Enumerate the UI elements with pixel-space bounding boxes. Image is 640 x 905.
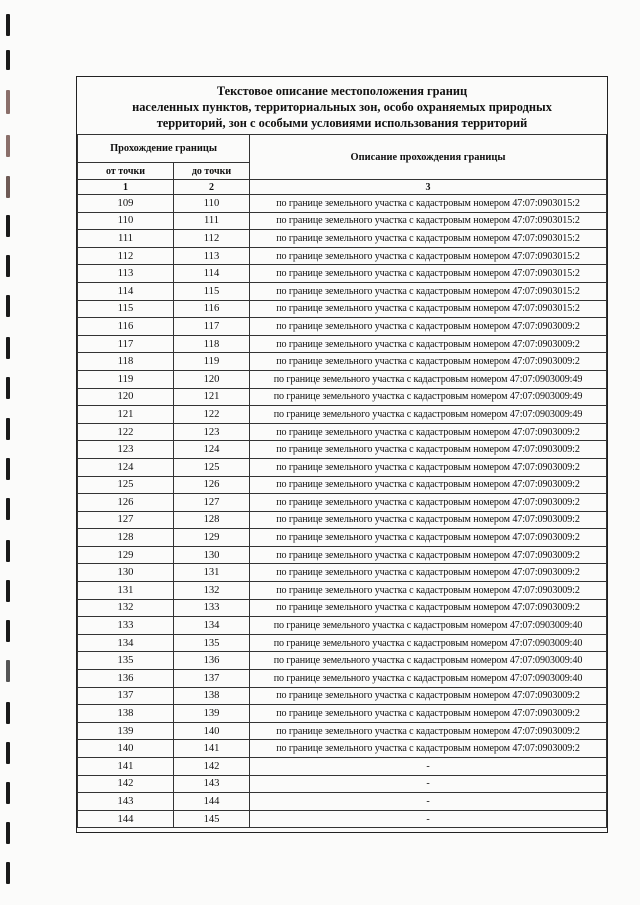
description-cell: по границе земельного участка с кадастровым номером 47:07:0903015:2 [250, 195, 607, 213]
table-row [78, 388, 607, 406]
description-cell: по границе земельного участка с кадастровым номером 47:07:0903015:2 [250, 230, 607, 248]
title-line: Текстовое описание местоположения границ [216, 84, 468, 98]
binder-mark [6, 540, 10, 562]
description-cell: по границе земельного участка с кадастровым номером 47:07:0903009:40 [250, 617, 607, 635]
table-row [78, 582, 607, 600]
to-point-cell: 114 [174, 265, 250, 283]
table-row [78, 282, 607, 300]
from-point-cell: 120 [78, 388, 174, 406]
to-point-cell: 143 [174, 775, 250, 793]
from-point-cell: 114 [78, 282, 174, 300]
description-cell: по границе земельного участка с кадастровым номером 47:07:0903009:2 [250, 582, 607, 600]
binder-mark [6, 620, 10, 642]
to-point-cell: 131 [174, 564, 250, 582]
binder-mark [6, 215, 10, 237]
to-point-cell: 142 [174, 758, 250, 776]
table-header [78, 135, 607, 195]
table-row [78, 634, 607, 652]
description-cell: по границе земельного участка с кадастровым номером 47:07:0903015:2 [250, 247, 607, 265]
table-row [78, 599, 607, 617]
table-row [78, 441, 607, 459]
table-row [78, 265, 607, 283]
to-point-cell: 138 [174, 687, 250, 705]
from-point-cell: 128 [78, 529, 174, 547]
description-cell: по границе земельного участка с кадастровым номером 47:07:0903009:40 [250, 670, 607, 688]
from-point-cell: 111 [78, 230, 174, 248]
table-row [78, 670, 607, 688]
from-point-cell: 135 [78, 652, 174, 670]
binder-mark [6, 176, 10, 198]
binder-mark [6, 295, 10, 317]
table-row [78, 230, 607, 248]
description-cell: по границе земельного участка с кадастровым номером 47:07:0903009:2 [250, 494, 607, 512]
to-point-cell: 124 [174, 441, 250, 459]
description-cell: по границе земельного участка с кадастровым номером 47:07:0903009:2 [250, 722, 607, 740]
to-point-cell: 141 [174, 740, 250, 758]
table-row [78, 705, 607, 723]
description-cell: - [250, 810, 607, 828]
description-cell: по границе земельного участка с кадастровым номером 47:07:0903009:2 [250, 511, 607, 529]
description-cell: по границе земельного участка с кадастровым номером 47:07:0903015:2 [250, 212, 607, 230]
to-point-cell: 118 [174, 335, 250, 353]
to-point-cell: 132 [174, 582, 250, 600]
column-number: 1 [78, 180, 174, 195]
from-point-cell: 136 [78, 670, 174, 688]
table-row [78, 494, 607, 512]
from-point-cell: 134 [78, 634, 174, 652]
description-cell: по границе земельного участка с кадастровым номером 47:07:0903009:2 [250, 705, 607, 723]
description-cell: по границе земельного участка с кадастровым номером 47:07:0903009:2 [250, 564, 607, 582]
binder-mark [6, 822, 10, 844]
to-point-cell: 116 [174, 300, 250, 318]
binder-mark [6, 458, 10, 480]
from-point-cell: 119 [78, 370, 174, 388]
from-point-cell: 133 [78, 617, 174, 635]
to-point-cell: 130 [174, 546, 250, 564]
from-point-cell: 113 [78, 265, 174, 283]
to-point-cell: 119 [174, 353, 250, 371]
to-point-cell: 120 [174, 370, 250, 388]
from-point-cell: 123 [78, 441, 174, 459]
table-row [78, 652, 607, 670]
from-point-cell: 138 [78, 705, 174, 723]
to-point-cell: 113 [174, 247, 250, 265]
binder-mark [6, 742, 10, 764]
table-row [78, 564, 607, 582]
to-point-cell: 122 [174, 406, 250, 424]
to-point-cell: 123 [174, 423, 250, 441]
to-point-cell: 121 [174, 388, 250, 406]
description-cell: по границе земельного участка с кадастровым номером 47:07:0903009:40 [250, 634, 607, 652]
description-cell: по границе земельного участка с кадастровым номером 47:07:0903009:49 [250, 370, 607, 388]
from-point-cell: 127 [78, 511, 174, 529]
description-cell: по границе земельного участка с кадастровым номером 47:07:0903015:2 [250, 300, 607, 318]
description-cell: по границе земельного участка с кадастровым номером 47:07:0903009:2 [250, 529, 607, 547]
table-row [78, 617, 607, 635]
binder-mark [6, 862, 10, 884]
binder-mark [6, 418, 10, 440]
from-point-cell: 115 [78, 300, 174, 318]
binder-mark [6, 90, 10, 114]
table-row [78, 740, 607, 758]
to-point-cell: 112 [174, 230, 250, 248]
table-row [78, 546, 607, 564]
binder-mark [6, 702, 10, 724]
to-point-cell: 117 [174, 318, 250, 336]
to-point-header: до точки [174, 163, 250, 180]
table-row [78, 511, 607, 529]
to-point-cell: 110 [174, 195, 250, 213]
column-number: 3 [250, 180, 607, 195]
description-cell: по границе земельного участка с кадастровым номером 47:07:0903015:2 [250, 265, 607, 283]
from-point-cell: 125 [78, 476, 174, 494]
to-point-cell: 125 [174, 458, 250, 476]
binder-mark [6, 782, 10, 804]
table-row [78, 793, 607, 811]
to-point-cell: 135 [174, 634, 250, 652]
to-point-cell: 128 [174, 511, 250, 529]
table-row [78, 406, 607, 424]
table-row [78, 212, 607, 230]
to-point-cell: 137 [174, 670, 250, 688]
from-point-cell: 143 [78, 793, 174, 811]
from-point-cell: 140 [78, 740, 174, 758]
to-point-cell: 144 [174, 793, 250, 811]
description-cell: по границе земельного участка с кадастровым номером 47:07:0903009:2 [250, 423, 607, 441]
binder-mark [6, 14, 10, 36]
description-cell: - [250, 793, 607, 811]
description-cell: по границе земельного участка с кадастровым номером 47:07:0903009:2 [250, 458, 607, 476]
table-row [78, 423, 607, 441]
table-row [78, 687, 607, 705]
to-point-cell: 139 [174, 705, 250, 723]
table-body [78, 195, 607, 828]
description-cell: по границе земельного участка с кадастровым номером 47:07:0903009:40 [250, 652, 607, 670]
description-cell: - [250, 775, 607, 793]
title-line: территорий, зон с особыми условиями использования территорий [156, 116, 528, 130]
from-point-cell: 116 [78, 318, 174, 336]
binder-mark [6, 135, 10, 157]
to-point-cell: 111 [174, 212, 250, 230]
binder-mark [6, 580, 10, 602]
table-row [78, 300, 607, 318]
to-point-cell: 136 [174, 652, 250, 670]
passage-header: Прохождение границы [78, 135, 250, 163]
table-row [78, 370, 607, 388]
binder-mark [6, 377, 10, 399]
to-point-cell: 129 [174, 529, 250, 547]
to-point-cell: 115 [174, 282, 250, 300]
table-row [78, 458, 607, 476]
table-row [78, 318, 607, 336]
from-point-cell: 141 [78, 758, 174, 776]
description-cell: по границе земельного участка с кадастровым номером 47:07:0903009:2 [250, 546, 607, 564]
from-point-cell: 132 [78, 599, 174, 617]
from-point-cell: 117 [78, 335, 174, 353]
from-point-cell: 118 [78, 353, 174, 371]
from-point-header: от точки [78, 163, 174, 180]
from-point-cell: 137 [78, 687, 174, 705]
description-cell: по границе земельного участка с кадастровым номером 47:07:0903009:2 [250, 476, 607, 494]
description-cell: по границе земельного участка с кадастровым номером 47:07:0903009:49 [250, 388, 607, 406]
table-row [78, 476, 607, 494]
to-point-cell: 127 [174, 494, 250, 512]
boundary-table [77, 134, 607, 828]
to-point-cell: 126 [174, 476, 250, 494]
to-point-cell: 140 [174, 722, 250, 740]
table-row [78, 247, 607, 265]
description-cell: - [250, 758, 607, 776]
to-point-cell: 134 [174, 617, 250, 635]
from-point-cell: 110 [78, 212, 174, 230]
to-point-cell: 145 [174, 810, 250, 828]
table-row [78, 335, 607, 353]
description-header: Описание прохождения границы [250, 135, 607, 180]
from-point-cell: 124 [78, 458, 174, 476]
binder-mark [6, 50, 10, 70]
description-cell: по границе земельного участка с кадастровым номером 47:07:0903009:2 [250, 740, 607, 758]
from-point-cell: 112 [78, 247, 174, 265]
table-row [78, 722, 607, 740]
from-point-cell: 144 [78, 810, 174, 828]
description-cell: по границе земельного участка с кадастровым номером 47:07:0903009:2 [250, 353, 607, 371]
from-point-cell: 129 [78, 546, 174, 564]
column-number: 2 [174, 180, 250, 195]
from-point-cell: 109 [78, 195, 174, 213]
description-cell: по границе земельного участка с кадастровым номером 47:07:0903009:2 [250, 599, 607, 617]
binder-mark [6, 337, 10, 359]
from-point-cell: 130 [78, 564, 174, 582]
to-point-cell: 133 [174, 599, 250, 617]
description-cell: по границе земельного участка с кадастровым номером 47:07:0903009:2 [250, 687, 607, 705]
table-row [78, 810, 607, 828]
from-point-cell: 126 [78, 494, 174, 512]
from-point-cell: 142 [78, 775, 174, 793]
table-row [78, 529, 607, 547]
binder-mark [6, 255, 10, 277]
document-frame [76, 76, 608, 833]
description-cell: по границе земельного участка с кадастровым номером 47:07:0903009:2 [250, 318, 607, 336]
description-cell: по границе земельного участка с кадастровым номером 47:07:0903009:49 [250, 406, 607, 424]
table-row [78, 195, 607, 213]
from-point-cell: 121 [78, 406, 174, 424]
description-cell: по границе земельного участка с кадастровым номером 47:07:0903009:2 [250, 335, 607, 353]
from-point-cell: 122 [78, 423, 174, 441]
table-row [78, 758, 607, 776]
binder-mark [6, 498, 10, 520]
description-cell: по границе земельного участка с кадастровым номером 47:07:0903009:2 [250, 441, 607, 459]
document-title [77, 77, 607, 134]
from-point-cell: 131 [78, 582, 174, 600]
title-line: населенных пунктов, территориальных зон, особо охраняемых природных [132, 100, 552, 114]
table-row [78, 775, 607, 793]
binder-mark [6, 660, 10, 682]
table-row [78, 353, 607, 371]
from-point-cell: 139 [78, 722, 174, 740]
description-cell: по границе земельного участка с кадастровым номером 47:07:0903015:2 [250, 282, 607, 300]
